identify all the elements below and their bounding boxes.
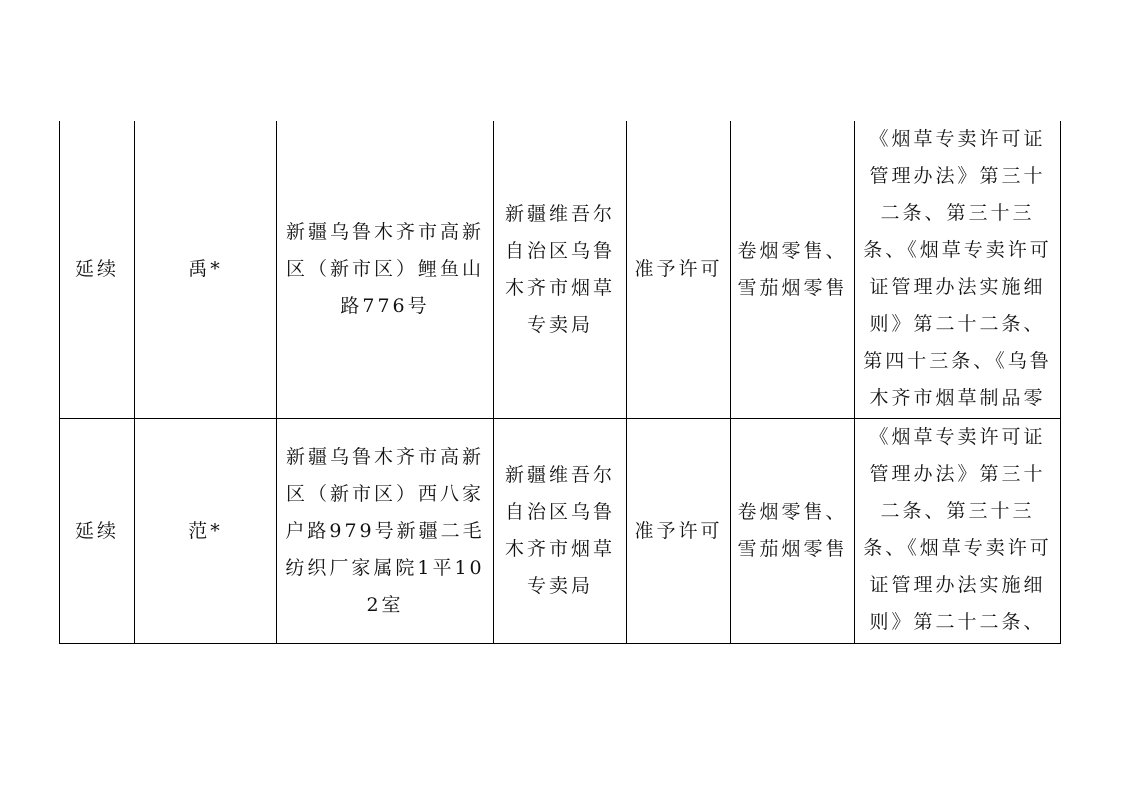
holder-name-cell: 范* [135,419,277,644]
holder-name-cell: 禹* [135,121,277,419]
legal-basis-text: 《烟草专卖许可证管理办法》第三十二条、第三十三条、《烟草专卖许可证管理办法实施细则》第二十二条、第四十三条、《乌鲁木齐市烟草制品零 [863,128,1052,409]
license-table [59,121,1061,644]
legal-basis-cell [855,121,1061,419]
table-row [60,121,1061,419]
decision-cell: 准予许可 [627,419,731,644]
business-scope-cell: 卷烟零售、雪茄烟零售 [731,121,855,419]
legal-basis-cell [855,419,1061,644]
license-type-cell: 延续 [60,419,135,644]
business-address-cell: 新疆乌鲁木齐市高新区（新市区）鲤鱼山路776号 [277,121,494,419]
business-scope-cell: 卷烟零售、雪茄烟零售 [731,419,855,644]
issuing-authority-cell: 新疆维吾尔自治区乌鲁木齐市烟草专卖局 [494,121,627,419]
license-type-cell: 延续 [60,121,135,419]
decision-cell: 准予许可 [627,121,731,419]
legal-basis-text: 《烟草专卖许可证管理办法》第三十二条、第三十三条、《烟草专卖许可证管理办法实施细则》第二十二条、 [863,426,1052,633]
table-row [60,419,1061,644]
business-address-cell: 新疆乌鲁木齐市高新区（新市区）西八家户路979号新疆二毛纺织厂家属院1平102室 [277,419,494,644]
issuing-authority-cell: 新疆维吾尔自治区乌鲁木齐市烟草专卖局 [494,419,627,644]
